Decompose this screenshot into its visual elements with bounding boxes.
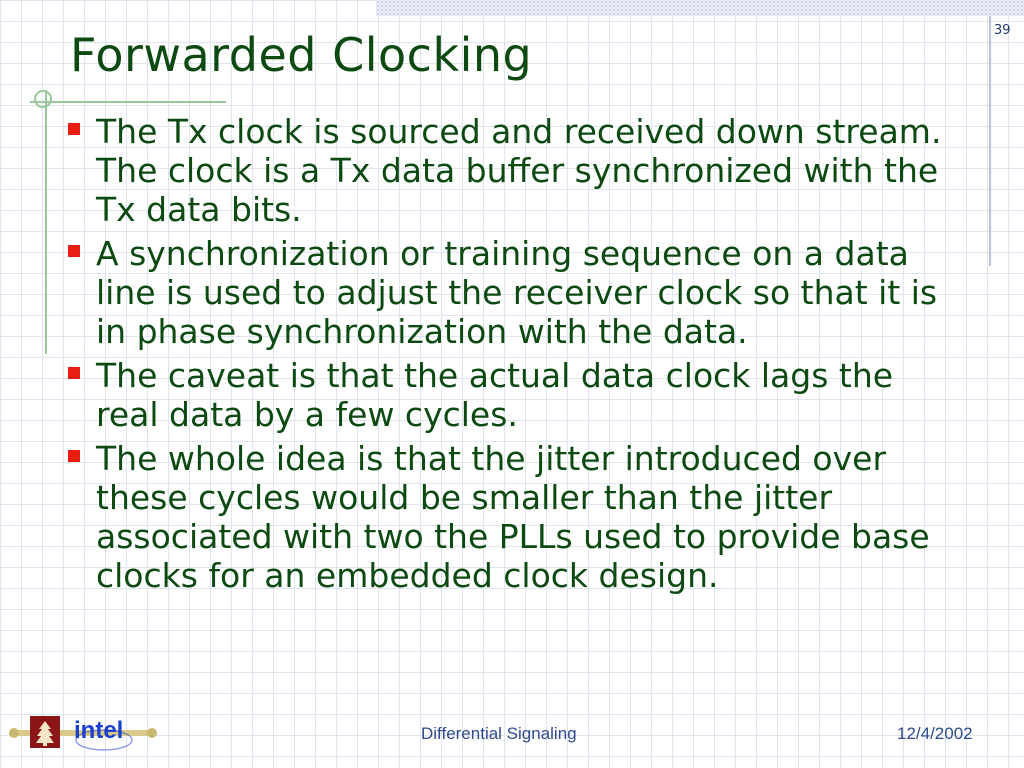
square-bullet-icon (68, 367, 80, 379)
top-decorative-band (376, 0, 1024, 16)
square-bullet-icon (68, 245, 80, 257)
title-underline-rule (30, 101, 226, 103)
bullet-item (64, 234, 964, 351)
square-bullet-icon (68, 450, 80, 462)
bullet-list (64, 112, 964, 600)
right-decorative-rule (989, 16, 991, 266)
logo-graphic (8, 712, 158, 754)
bullet-item (64, 439, 964, 595)
intel-logo-text: intel (74, 717, 124, 744)
bullet-text: The Tx clock is sourced and received down stream. The clock is a Tx data buffer synchronized with the Tx data bits. (96, 112, 942, 229)
intel-logo (74, 717, 132, 750)
slide-title: Forwarded Clocking (70, 28, 533, 82)
crosshair-ring-icon (34, 90, 52, 108)
bullet-text: The caveat is that the actual data clock lags the real data by a few cycles. (96, 356, 894, 434)
bullet-text: A synchronization or training sequence on a data line is used to adjust the receiver clock so that it is in phase synchronization with the data. (96, 234, 938, 351)
slide-number: 39 (994, 23, 1011, 38)
footer-logos (8, 712, 158, 754)
left-vertical-rule (45, 90, 47, 354)
footer-date: 12/4/2002 (897, 724, 973, 743)
square-bullet-icon (68, 123, 80, 135)
logo-left-knob (9, 728, 19, 738)
logo-right-knob (147, 728, 157, 738)
bullet-text: The whole idea is that the jitter introduced over these cycles would be smaller than the jitter associated with two the PLLs used to provide base clocks for an embedded clock design. (96, 439, 930, 595)
bullet-item (64, 356, 964, 434)
university-seal-icon (30, 716, 60, 748)
footer-presentation-title: Differential Signaling (421, 724, 577, 743)
bullet-item (64, 112, 964, 229)
